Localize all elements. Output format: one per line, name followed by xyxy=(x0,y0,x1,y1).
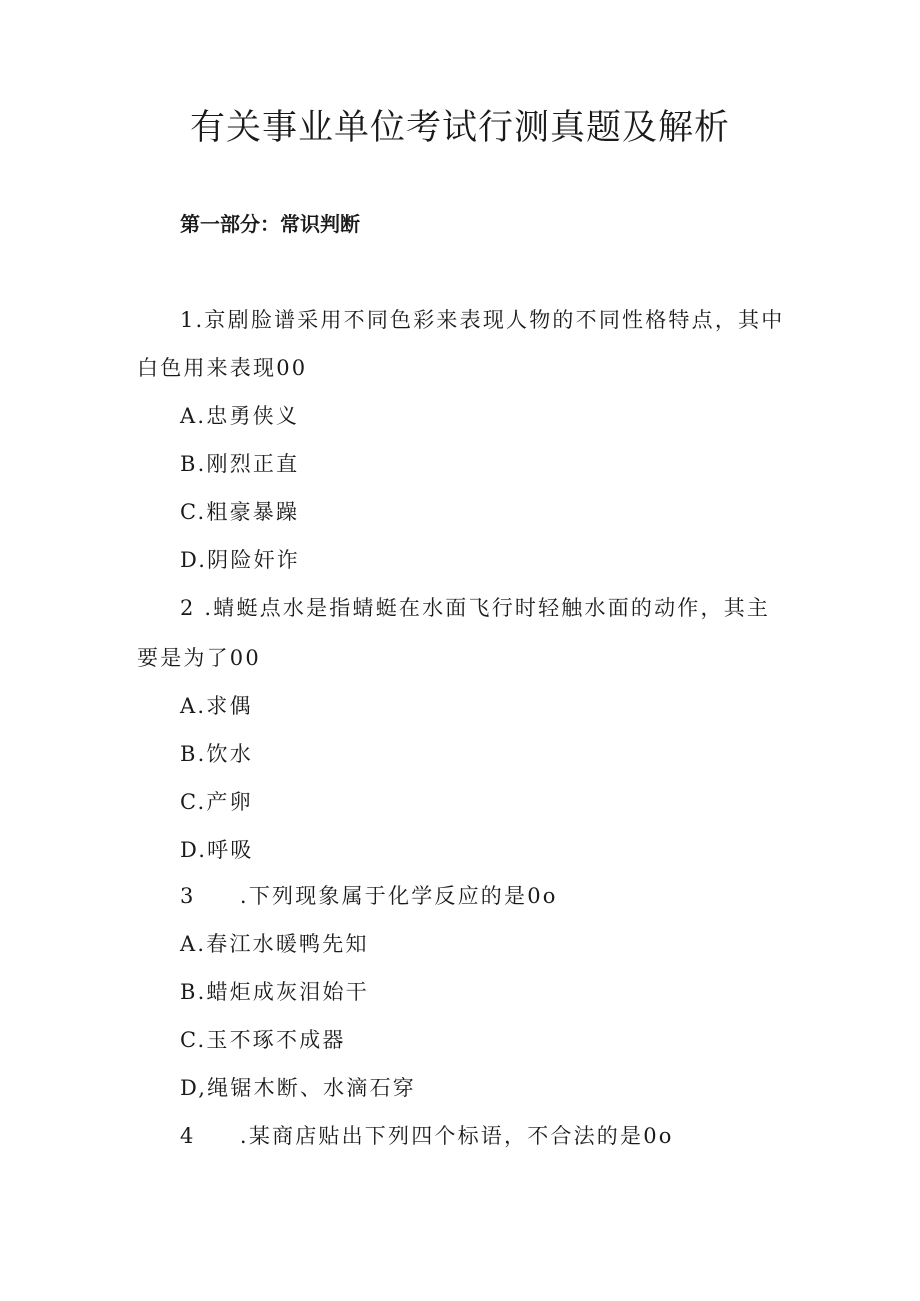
question-2-option-d: D.呼吸 xyxy=(180,838,254,862)
question-1-option-d: D.阴险奸诈 xyxy=(180,548,300,572)
question-2-option-b: B.饮水 xyxy=(180,742,253,766)
question-4-stem: 4 .某商店贴出下列四个标语，不合法的是0o xyxy=(180,1124,674,1148)
question-3-stem: 3 .下列现象属于化学反应的是0o xyxy=(180,884,558,908)
question-2-option-c: C.产卵 xyxy=(180,790,253,814)
question-3-option-d: D,绳锯木断、水滴石穿 xyxy=(180,1076,416,1100)
question-2-stem-line-1: 2 .蜻蜓点水是指蜻蜓在水面飞行时轻触水面的动作，其主 xyxy=(180,596,771,620)
question-1-option-c: C.粗豪暴躁 xyxy=(180,500,300,524)
question-2-stem-line-2: 要是为了00 xyxy=(137,646,261,670)
question-3-option-c: C.玉不琢不成器 xyxy=(180,1028,346,1052)
question-1-stem-line-2: 白色用来表现00 xyxy=(137,356,308,380)
question-1-option-a: A.忠勇侠义 xyxy=(180,404,300,428)
question-3-option-b: B.蜡炬成灰泪始干 xyxy=(180,980,369,1004)
question-2-option-a: A.求偶 xyxy=(180,694,253,718)
question-1-option-b: B.刚烈正直 xyxy=(180,452,300,476)
question-1-stem-line-1: 1.京剧脸谱采用不同色彩来表现人物的不同性格特点，其中 xyxy=(180,308,785,332)
document-title: 有关事业单位考试行测真题及解析 xyxy=(189,108,730,148)
question-3-option-a: A.春江水暖鸭先知 xyxy=(180,932,369,956)
section-heading: 第一部分：常识判断 xyxy=(180,212,360,236)
